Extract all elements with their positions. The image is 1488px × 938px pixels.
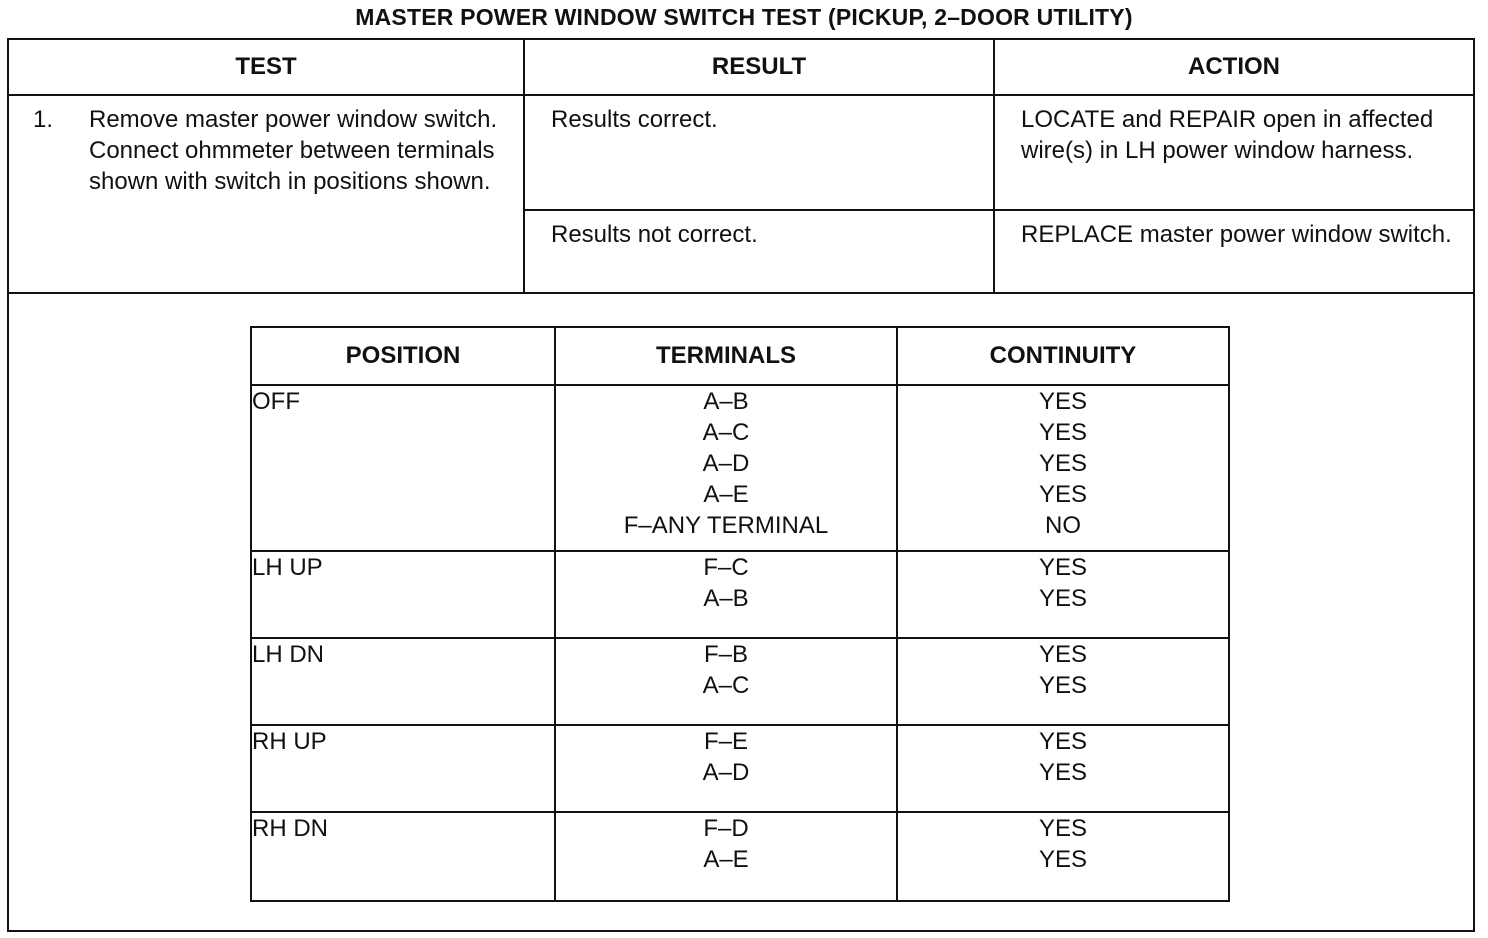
continuity-table bbox=[250, 326, 1230, 902]
result-cell bbox=[524, 95, 994, 210]
position-row-rh-up bbox=[251, 725, 1229, 812]
position-label: RH UP bbox=[251, 725, 555, 812]
terminal-pair: A–D bbox=[702, 450, 750, 477]
terminals-cell bbox=[555, 551, 897, 638]
position-label: LH DN bbox=[251, 638, 555, 725]
continuity-container-row bbox=[8, 293, 1474, 931]
header-test: TEST bbox=[8, 39, 524, 95]
position-row-rh-dn bbox=[251, 812, 1229, 901]
result-text: Results correct. bbox=[551, 106, 718, 133]
document-title: MASTER POWER WINDOW SWITCH TEST (PICKUP, 2–DOOR UTILITY) bbox=[355, 4, 1133, 30]
result-cell bbox=[524, 210, 994, 293]
terminals-cell bbox=[555, 725, 897, 812]
continuity-value: YES bbox=[1038, 759, 1088, 786]
header-action: ACTION bbox=[994, 39, 1474, 95]
position-label: OFF bbox=[251, 385, 555, 551]
position-row-off bbox=[251, 385, 1229, 551]
terminal-pair: A–C bbox=[702, 672, 750, 699]
continuity-value: YES bbox=[1038, 388, 1088, 415]
test-step-cell bbox=[8, 95, 524, 293]
terminal-pair: A–C bbox=[702, 419, 750, 446]
header-result: RESULT bbox=[524, 39, 994, 95]
continuity-value: NO bbox=[1045, 512, 1081, 539]
terminal-pair: A–E bbox=[703, 481, 749, 508]
terminal-pair: F–C bbox=[703, 554, 749, 581]
main-header-row bbox=[8, 39, 1474, 95]
continuity-cell bbox=[897, 812, 1229, 901]
main-row-1 bbox=[8, 95, 1474, 210]
continuity-value: YES bbox=[1038, 728, 1088, 755]
continuity-cell bbox=[897, 638, 1229, 725]
switch-test-table bbox=[7, 38, 1475, 932]
terminals-cell bbox=[555, 812, 897, 901]
continuity-value: YES bbox=[1038, 554, 1088, 581]
terminal-pair: A–B bbox=[703, 388, 749, 415]
continuity-value: YES bbox=[1038, 419, 1088, 446]
result-text: Results not correct. bbox=[551, 221, 758, 248]
continuity-value: YES bbox=[1038, 641, 1088, 668]
continuity-value: YES bbox=[1038, 815, 1088, 842]
position-row-lh-dn bbox=[251, 638, 1229, 725]
continuity-value: YES bbox=[1038, 846, 1088, 873]
action-text: REPLACE master power window switch. bbox=[1021, 221, 1452, 248]
position-label: LH UP bbox=[251, 551, 555, 638]
continuity-cell bbox=[897, 551, 1229, 638]
continuity-value: YES bbox=[1038, 450, 1088, 477]
continuity-value: YES bbox=[1038, 481, 1088, 508]
terminals-cell bbox=[555, 638, 897, 725]
terminal-pair: A–B bbox=[703, 585, 749, 612]
action-cell bbox=[994, 210, 1474, 293]
terminal-pair: A–E bbox=[703, 846, 749, 873]
action-cell bbox=[994, 95, 1474, 210]
continuity-container bbox=[8, 293, 1474, 931]
continuity-value: YES bbox=[1038, 672, 1088, 699]
continuity-cell bbox=[897, 725, 1229, 812]
position-label: RH DN bbox=[251, 812, 555, 901]
terminal-pair: F–B bbox=[703, 641, 748, 668]
test-step-text: Remove master power window switch. Connect ohmmeter between terminals shown with switch in positions shown. bbox=[89, 106, 498, 195]
continuity-cell bbox=[897, 385, 1229, 551]
terminal-pair: F–E bbox=[703, 728, 748, 755]
terminal-pair: A–D bbox=[702, 759, 750, 786]
terminal-pair: F–ANY TERMINAL bbox=[623, 512, 829, 539]
continuity-value: YES bbox=[1038, 585, 1088, 612]
header-position: POSITION bbox=[251, 327, 555, 385]
header-continuity: CONTINUITY bbox=[897, 327, 1229, 385]
terminal-pair: F–D bbox=[703, 815, 749, 842]
position-row-lh-up bbox=[251, 551, 1229, 638]
test-step-number: 1. bbox=[33, 106, 54, 133]
terminals-cell bbox=[555, 385, 897, 551]
continuity-header-row bbox=[251, 327, 1229, 385]
header-terminals: TERMINALS bbox=[555, 327, 897, 385]
action-text: LOCATE and REPAIR open in affected wire(s) in LH power window harness. bbox=[1021, 106, 1434, 164]
